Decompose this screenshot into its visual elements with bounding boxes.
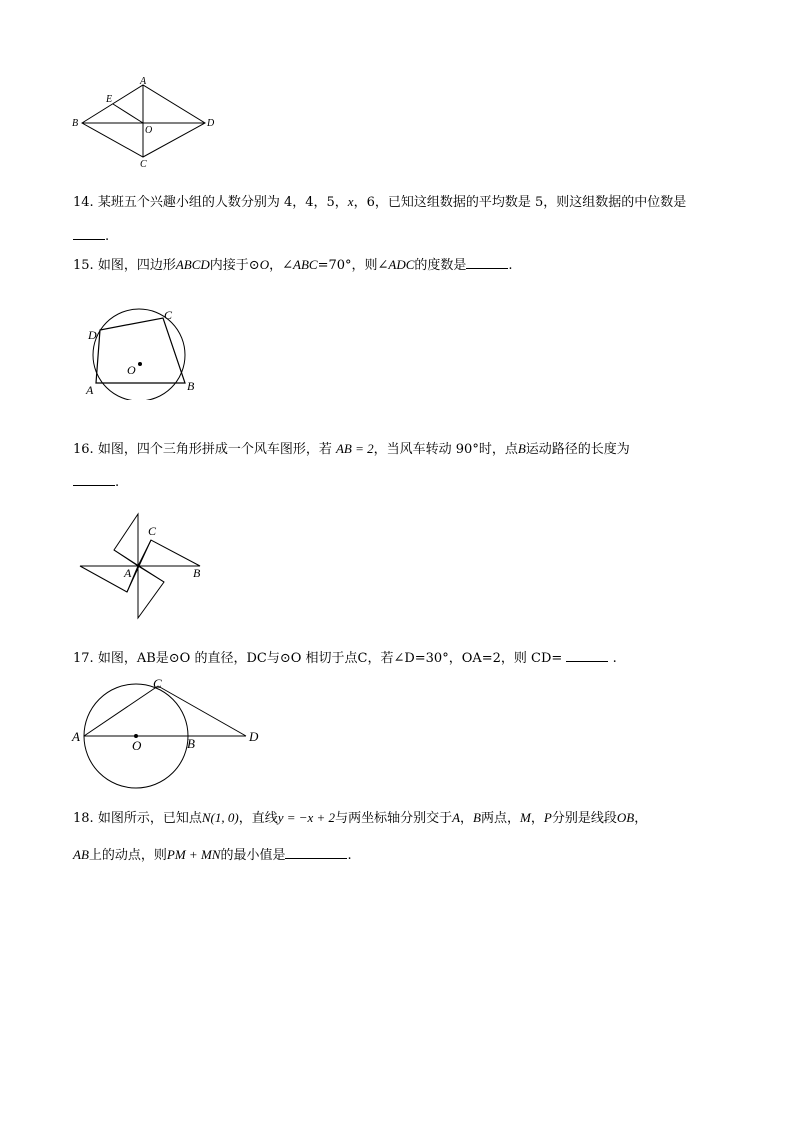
- text-post: 运动路径的长度为: [525, 442, 630, 457]
- text-mid4: 分别是线段: [551, 811, 617, 826]
- tail: ，: [634, 811, 648, 826]
- question-18: [73, 808, 647, 829]
- label-d: D: [207, 118, 215, 129]
- text-line2: 上的动点，则: [88, 848, 167, 863]
- angle-value: =70°，则∠: [317, 258, 389, 273]
- quad-abcd: [96, 318, 185, 383]
- text-mid: 内接于⊙: [209, 258, 260, 273]
- text-mid: ，直线: [238, 811, 278, 826]
- angle-pre: ，∠: [269, 258, 293, 273]
- question-15: [73, 255, 513, 276]
- windmill-figure: [78, 510, 208, 622]
- point-p: P: [543, 810, 552, 825]
- label-o: O: [132, 738, 142, 753]
- angle-abc: ABC: [293, 257, 318, 272]
- period: .: [347, 848, 352, 863]
- label-a: A: [124, 566, 132, 580]
- line-equation: y = −x + 2: [277, 810, 336, 825]
- question-number: 18.: [73, 811, 94, 826]
- question-text: 如图，AB是⊙O 的直径，DC与⊙O 相切于点C，若∠D=30°，OA=2，则 CD=: [97, 651, 563, 666]
- question-text-cont: ，6，已知这组数据的平均数是 5，则这组数据的中位数是: [353, 195, 687, 210]
- text-mid2: 与两坐标轴分别交于: [335, 811, 453, 826]
- label-b: B: [72, 118, 79, 129]
- text-mid3: 两点，: [481, 811, 521, 826]
- period: .: [612, 651, 617, 666]
- tangent-circle-figure: [70, 676, 270, 791]
- question-17: [73, 648, 617, 669]
- answer-blank[interactable]: [285, 845, 347, 859]
- label-c: C: [164, 308, 173, 322]
- question-16-answer-line: [73, 472, 119, 493]
- question-14: [73, 192, 686, 213]
- angle-adc: ADC: [388, 257, 415, 272]
- label-b: B: [187, 379, 195, 393]
- label-a: A: [86, 383, 94, 397]
- question-18-line2: [73, 845, 352, 866]
- point-b: B: [473, 810, 481, 825]
- chord-ac: [84, 686, 158, 736]
- cyclic-quad-figure: [82, 305, 212, 400]
- text-post: 的度数是: [414, 258, 467, 273]
- comma: ，: [460, 811, 474, 826]
- text-post: 的最小值是: [220, 848, 286, 863]
- equation: AB = 2: [335, 441, 374, 456]
- point-m: M: [520, 810, 531, 825]
- segment-ab: AB: [73, 847, 89, 862]
- label-d: D: [249, 729, 259, 744]
- question-16: [73, 439, 630, 460]
- label-c: C: [153, 676, 162, 691]
- question-text: 某班五个兴趣小组的人数分别为 4，4，5，: [97, 195, 348, 210]
- question-number: 17.: [73, 651, 94, 666]
- question-number: 16.: [73, 442, 94, 457]
- text-pre: 如图，四边形: [97, 258, 176, 273]
- answer-blank[interactable]: [466, 255, 508, 269]
- question-number: 15.: [73, 258, 94, 273]
- label-c: C: [140, 159, 147, 170]
- period: .: [115, 475, 120, 490]
- point-n: N(1, 0): [201, 810, 239, 825]
- tangent-cd: [158, 686, 246, 736]
- quad-name: ABCD: [175, 257, 210, 272]
- text-pre: 如图所示，已知点: [97, 811, 202, 826]
- triangle-right: [138, 540, 200, 566]
- rhombus-figure: [70, 75, 220, 170]
- point-a: A: [452, 810, 461, 825]
- expression: PM + MN: [166, 847, 221, 862]
- answer-blank[interactable]: [566, 648, 608, 662]
- label-b: B: [193, 566, 201, 580]
- comma2: ，: [530, 811, 544, 826]
- label-o: O: [145, 125, 153, 136]
- label-c: C: [148, 524, 157, 538]
- text-pre: 如图，四个三角形拼成一个风车图形，若: [97, 442, 332, 457]
- question-14-answer-line: [73, 226, 109, 247]
- label-e: E: [106, 94, 113, 105]
- segment-eo: [113, 104, 143, 123]
- label-a: A: [140, 76, 147, 87]
- point-b: B: [517, 441, 526, 456]
- period: .: [105, 229, 110, 244]
- segment-ob: OB: [616, 810, 635, 825]
- variable-x: x: [347, 194, 354, 209]
- label-b: B: [187, 736, 195, 751]
- answer-blank[interactable]: [73, 226, 105, 240]
- label-a: A: [72, 729, 80, 744]
- circle-o: O: [259, 257, 270, 272]
- period: .: [508, 258, 513, 273]
- answer-blank[interactable]: [73, 472, 115, 486]
- label-o: O: [127, 363, 136, 377]
- question-number: 14.: [73, 195, 94, 210]
- label-d: D: [88, 328, 97, 342]
- center-dot: [138, 362, 142, 366]
- text-mid: ，当风车转动 90°时，点: [373, 442, 518, 457]
